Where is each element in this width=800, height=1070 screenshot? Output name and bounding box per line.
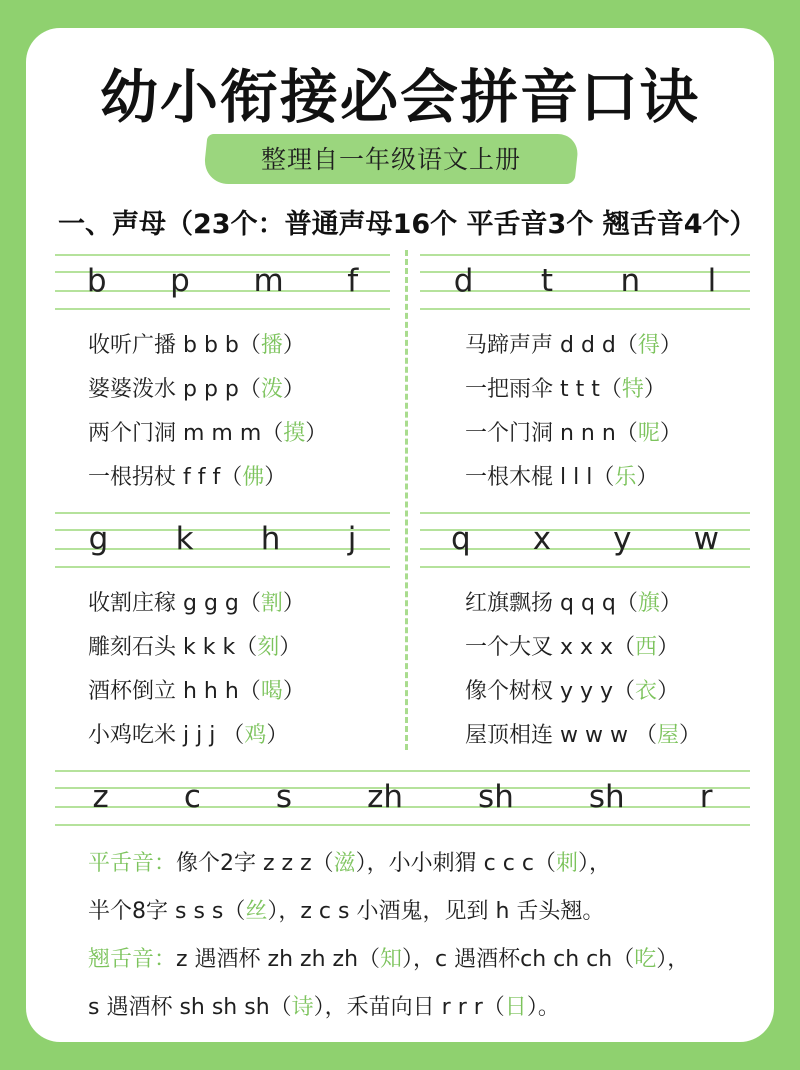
rhyme-row: 一个门洞 n n n（呢） bbox=[465, 421, 682, 446]
rhyme-row: 收听广播 b b b（播） bbox=[88, 333, 305, 358]
rhyme-row: 马蹄声声 d d d（得） bbox=[465, 333, 682, 358]
rhyme-row: 一根拐杖 f f f（佛） bbox=[88, 465, 287, 490]
pinyin-grid-zcs bbox=[55, 768, 750, 826]
letter-x: x bbox=[532, 521, 552, 557]
rhyme-row: 屋顶相连 w w w （屋） bbox=[465, 723, 701, 748]
letter-f: f bbox=[347, 263, 359, 299]
rhyme-row: 一根木棍 l l l（乐） bbox=[465, 465, 659, 490]
note-line-1: 平舌音：像个2字 z z z（滋），小小刺猬 c c c（刺）， bbox=[88, 851, 611, 876]
letter-g: g bbox=[88, 521, 109, 557]
column-divider bbox=[405, 250, 408, 750]
flat-tongue-label: 平舌音： bbox=[88, 851, 177, 876]
letter-n: n bbox=[620, 263, 641, 299]
retroflex-label: 翘舌音： bbox=[88, 947, 177, 972]
rhyme-row: 婆婆泼水 p p p（泼） bbox=[88, 377, 305, 402]
letter-b: b bbox=[86, 263, 107, 299]
pinyin-grid-bpmf bbox=[55, 252, 390, 310]
rhyme-row: 红旗飘扬 q q q（旗） bbox=[465, 591, 682, 616]
rhyme-row: 两个门洞 m m m（摸） bbox=[88, 421, 328, 446]
rhymes-dtnl bbox=[465, 324, 682, 500]
letter-s: s bbox=[275, 779, 293, 815]
page-title: 幼小衔接必会拼音口诀 bbox=[99, 63, 700, 131]
rhyme-row: 小鸡吃米 j j j （鸡） bbox=[88, 723, 289, 748]
letter-sh: sh bbox=[478, 779, 514, 815]
letter-j: j bbox=[347, 521, 357, 557]
letter-l: l bbox=[707, 263, 717, 299]
note-line-3: 翘舌音：z 遇酒杯 zh zh zh（知），c 遇酒杯ch ch ch（吃）， bbox=[88, 947, 690, 972]
note-line-2: 半个8字 s s s（丝），z c s 小酒鬼，见到 h 舌头翘。 bbox=[88, 899, 605, 924]
letter-sh-2: sh bbox=[588, 779, 625, 815]
rhymes-gkhj bbox=[88, 582, 305, 758]
section-heading: 一、声母（23个：普通声母16个 平舌音3个 翘舌音4个） bbox=[58, 209, 757, 240]
rhyme-row: 像个树杈 y y y（衣） bbox=[465, 679, 680, 704]
letter-z: z bbox=[92, 779, 109, 815]
pinyin-grid-gkhj bbox=[55, 510, 390, 568]
letter-r: r bbox=[699, 779, 713, 815]
letter-k: k bbox=[175, 521, 194, 557]
rhyme-row: 雕刻石头 k k k（刻） bbox=[88, 635, 302, 660]
rhymes-bpmf bbox=[88, 324, 327, 500]
letter-t: t bbox=[540, 263, 554, 299]
letter-zh: zh bbox=[367, 779, 404, 815]
letter-d: d bbox=[453, 263, 474, 299]
rhyme-row: 一把雨伞 t t t（特） bbox=[465, 377, 666, 402]
letter-p: p bbox=[170, 263, 190, 299]
rhyme-row: 收割庄稼 g g g（割） bbox=[88, 591, 305, 616]
letter-w: w bbox=[693, 521, 719, 557]
subtitle-text: 整理自一年级语文上册 bbox=[260, 145, 521, 174]
pinyin-grid-dtnl bbox=[420, 252, 750, 310]
letter-h: h bbox=[260, 521, 281, 557]
rhymes-qxyw bbox=[465, 582, 701, 758]
note-line-4: s 遇酒杯 sh sh sh（诗），禾苗向日 r r r（日）。 bbox=[88, 995, 560, 1020]
rhyme-row: 一个大叉 x x x（西） bbox=[465, 635, 680, 660]
letter-c: c bbox=[183, 779, 201, 815]
pinyin-grid-qxyw bbox=[420, 510, 750, 568]
flat-retroflex-notes bbox=[88, 840, 689, 1032]
rhyme-row: 酒杯倒立 h h h（喝） bbox=[88, 679, 305, 704]
letter-q: q bbox=[451, 521, 471, 557]
letter-m: m bbox=[253, 263, 284, 299]
letter-y: y bbox=[613, 521, 632, 557]
